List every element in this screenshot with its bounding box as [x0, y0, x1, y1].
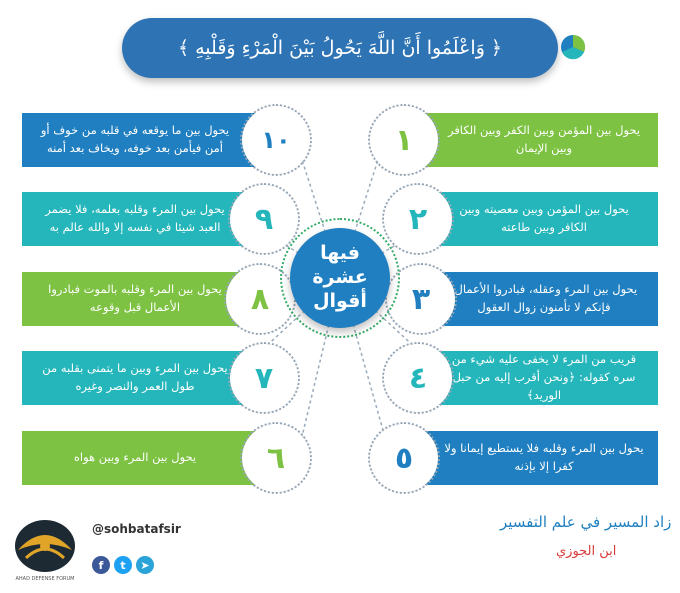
number-3: ٣	[391, 269, 451, 329]
number-6: ٦	[246, 428, 306, 488]
item-4-text: قريب من المرء لا يخفى عليه شيء من سره كقوله: ﴿ونحن أقرب إليه من حبل الوريد﴾	[451, 352, 637, 402]
number-9: ٩	[234, 189, 294, 249]
item-1-bar	[408, 113, 658, 167]
twitter-icon[interactable]: t	[114, 556, 132, 574]
telegram-icon[interactable]: ➤	[136, 556, 154, 574]
center-line-3: أقوال	[313, 289, 367, 312]
number-8: ٨	[230, 269, 290, 329]
item-9-text: يحول بين المرء وقلبه بعلمه، فلا يضمر العبد شيئا في نفسه إلا والله عالم به	[45, 202, 225, 234]
book-title: زاد المسير في علم التفسير	[500, 513, 672, 531]
item-8-text: يحول بين المرء وقلبه بالموت فبادروا الأعمال قبل وقوعه	[48, 282, 222, 314]
number-10: ١٠	[246, 110, 306, 170]
item-5-bar	[408, 431, 658, 485]
item-1-text: يحول بين المؤمن وبين الكفر وبين الكافر وبين الإيمان	[447, 123, 641, 155]
item-7-text: يحول بين المرء وبين ما يتمنى بقلبه من طول العمر والنصر وغيره	[42, 361, 228, 393]
social-handle[interactable]: @sohbatafsir	[92, 522, 181, 536]
book-author: ابن الجوزي	[556, 544, 617, 559]
item-6-bar	[22, 431, 270, 485]
facebook-icon[interactable]: f	[92, 556, 110, 574]
item-10-text: يحول بين ما يوقعه في قلبه من خوف أو أمن فيأمن بعد خوفه، ويخاف بعد أمنه	[40, 123, 230, 155]
number-7: ٧	[234, 348, 294, 408]
forum-logo	[4, 510, 86, 586]
number-1: ١	[374, 110, 434, 170]
item-3-text: يحول بين المرء وعقله، فبادروا الأعمال، فإنكم لا تأمنون زوال العقول	[450, 282, 638, 314]
number-2: ٢	[388, 189, 448, 249]
item-5-text: يحول بين المرء وقلبه فلا يستطيع إيمانا ولا كفرا إلا بإذنه	[444, 441, 644, 473]
logo-caption: AHAD DEFENSE FORUM	[15, 576, 75, 582]
verse-text: ﴿ وَاعْلَمُوا أَنَّ اللَّهَ يَحُولُ بَيْنَ الْمَرْءِ وَقَلْبِهِ ﴾	[177, 37, 503, 59]
item-6-text: يحول بين المرء وبين هواه	[73, 450, 197, 465]
number-5: ٥	[374, 428, 434, 488]
number-4: ٤	[388, 348, 448, 408]
center-line-1: فيها	[320, 242, 360, 265]
center-line-2: عشرة	[312, 266, 368, 289]
center-circle	[290, 228, 390, 328]
item-2-text: يحول بين المؤمن وبين معصيته وبين الكافر وبين طاعته	[459, 202, 629, 234]
item-10-bar	[22, 113, 270, 167]
